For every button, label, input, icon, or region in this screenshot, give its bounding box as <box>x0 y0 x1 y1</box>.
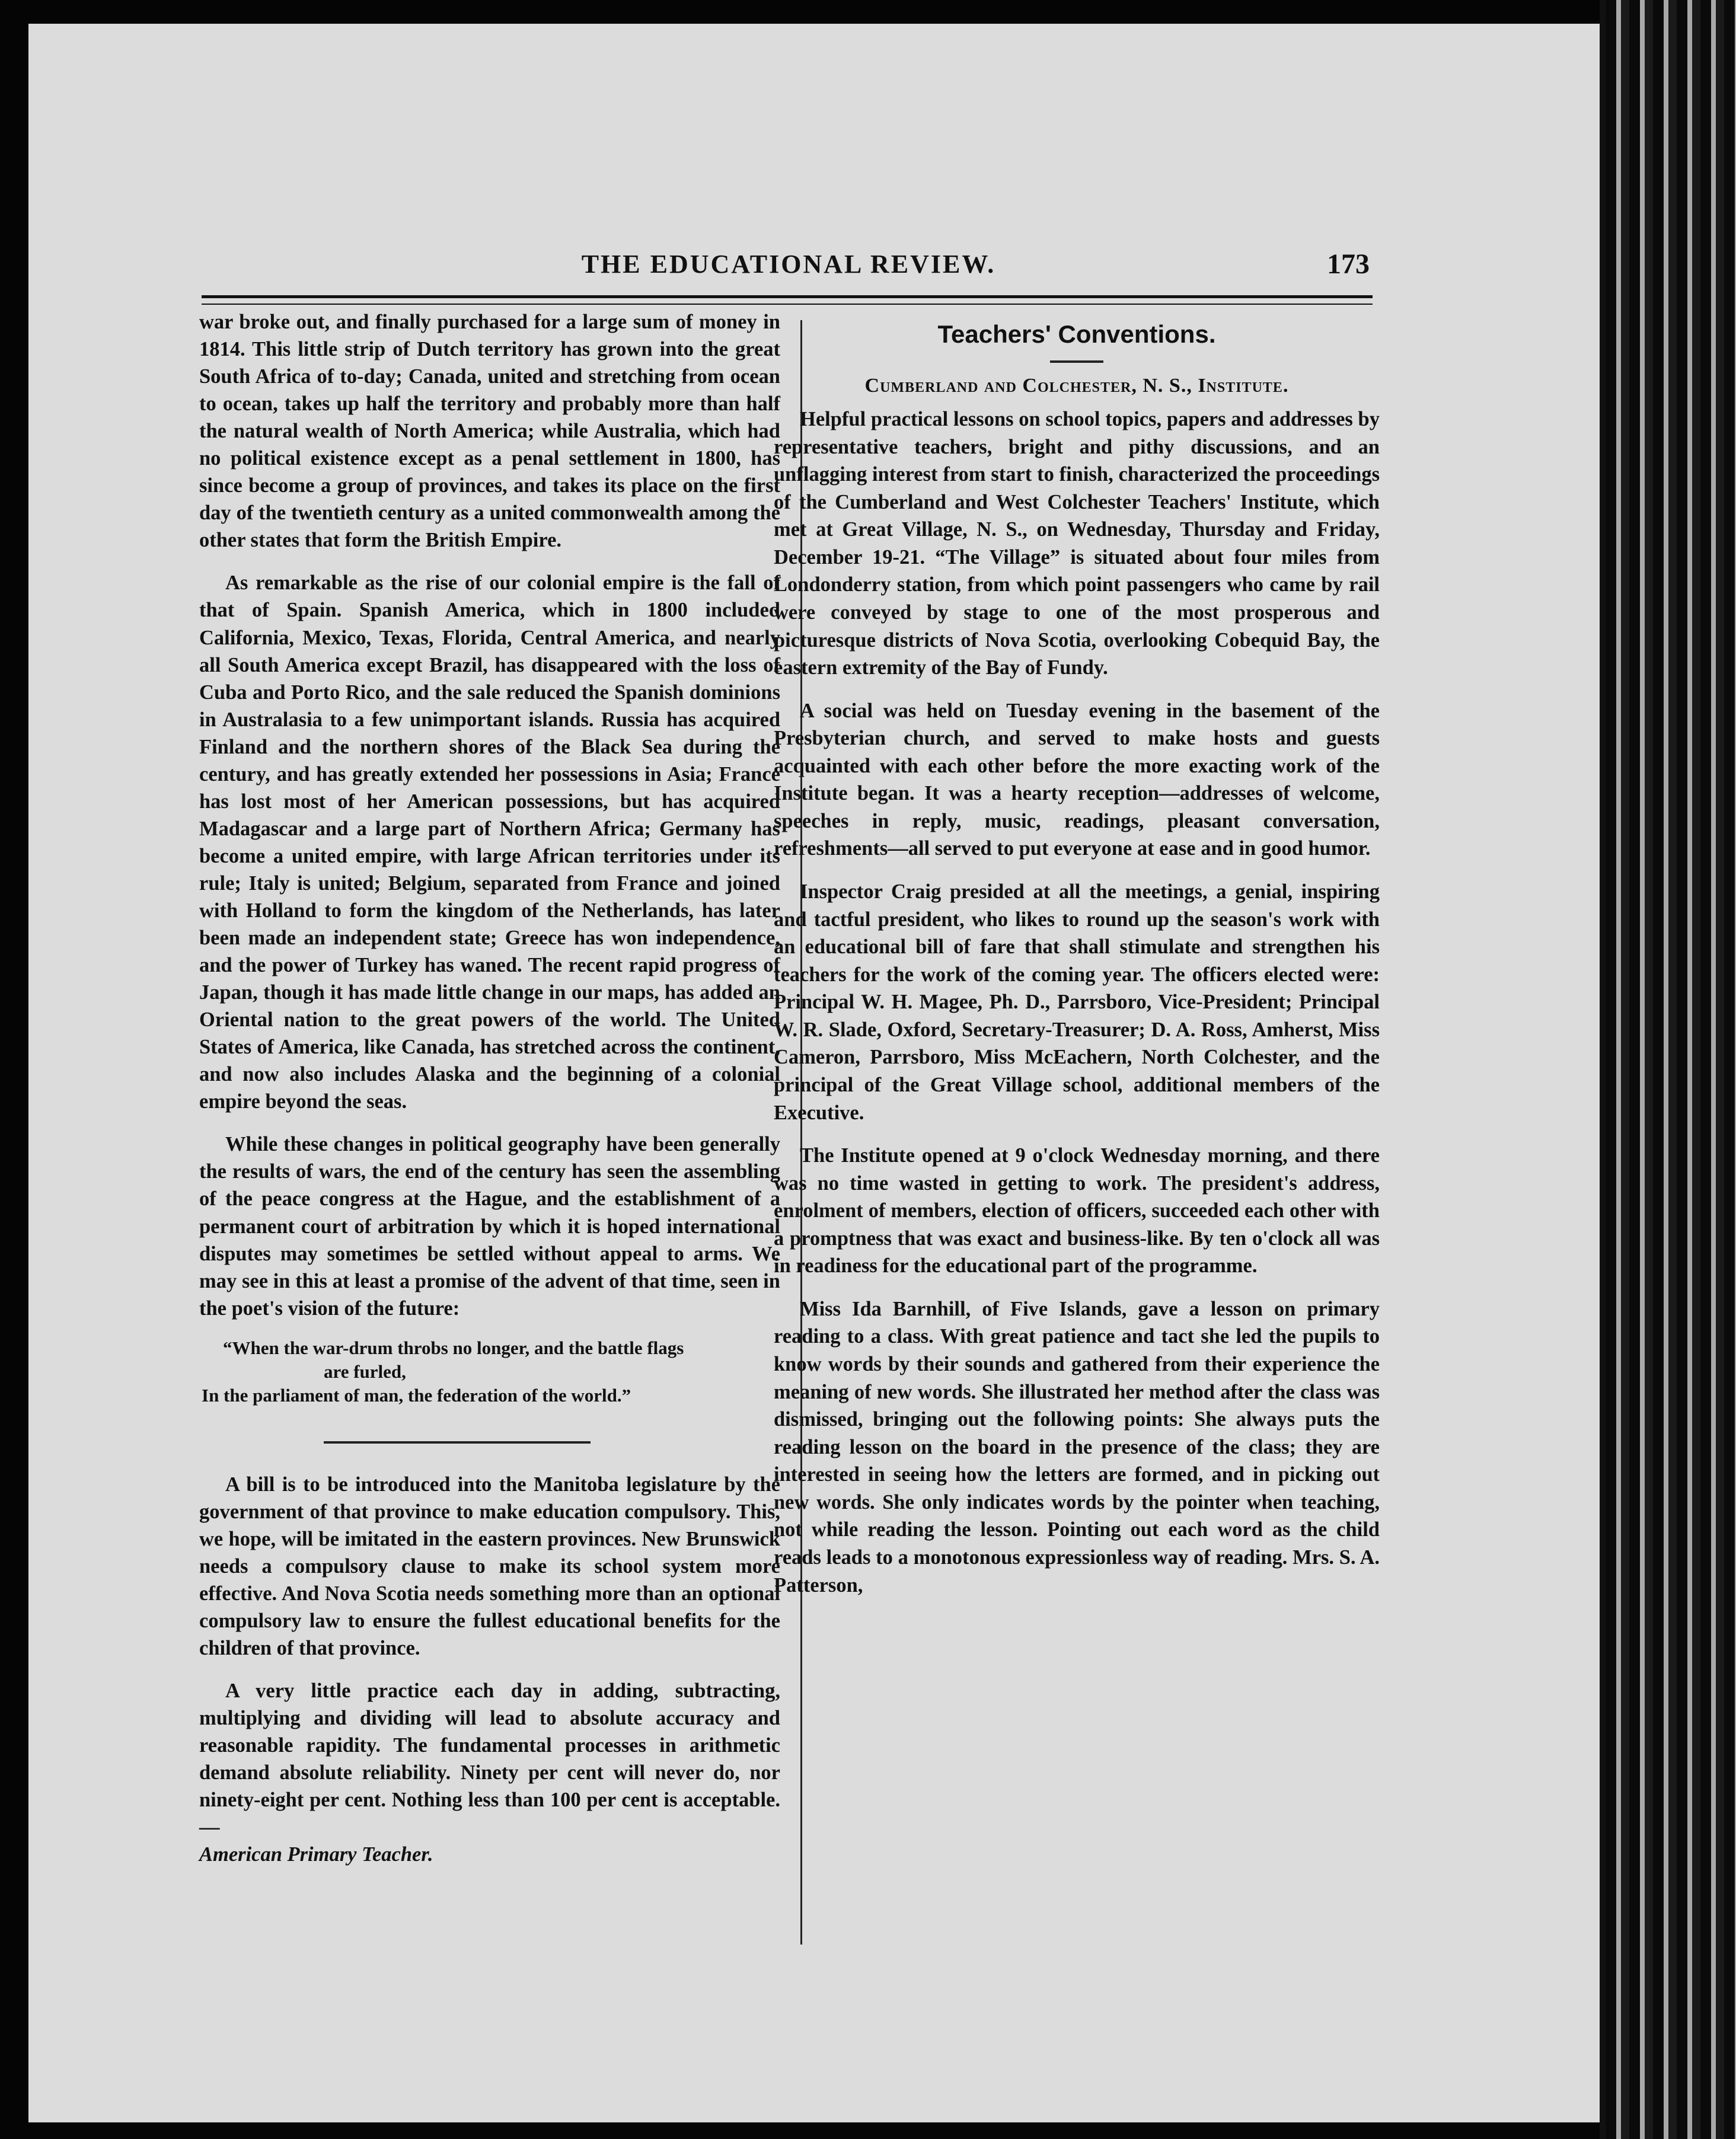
poem-quote <box>199 1336 780 1408</box>
binding-edge <box>1600 0 1606 2139</box>
poem-line: “When the war-drum throbs no longer, and the battle flags <box>223 1337 684 1358</box>
right-column <box>774 308 1380 1599</box>
arithmetic-text: A very little practice each day in adding, subtracting, multiplying and dividing will lead to absolute accuracy and reasonable rapidity. The fundamental processes in arithmetic demand absolute reliability. Ninety per cent will never do, nor ninety-eight per cent. Nothing less than 100 per cent is acceptable.— <box>199 1679 780 1839</box>
section-separator <box>324 1441 591 1444</box>
header-rule-thin <box>202 304 1373 305</box>
paragraph-manitoba: A bill is to be introduced into the Manitoba legislature by the government of that province to make education compulsory. This, we hope, will be imitated in the eastern provinces. New Brunswick needs a compulsory clause to make its school system more effective. And Nova Scotia needs something more than an optional compulsory law to ensure the fullest educational benefits for the children of that province. <box>199 1473 780 1659</box>
page-number: 173 <box>1327 248 1370 280</box>
source-citation: American Primary Teacher. <box>199 1843 433 1866</box>
poem-line: In the parliament of man, the federation of the world.” <box>202 1385 631 1406</box>
paragraph-intro: Helpful practical lessons on school topics, papers and addresses by representative teachers, bright and pithy discussions, and an unflagging interest from start to finish, characterized the proceedings of the Cumberland and West Colchester Teachers' Institute, which met at Great Village, N. S., on Wednesday, Thursday and Friday, December 19-21. “The Village” is situated about four miles from Londonderry station, from which point passengers who came by rail were conveyed by stage to one of the most prosperous and picturesque districts of Nova Scotia, overlooking Cobequid Bay, the eastern extremity of the Bay of Fundy. <box>774 408 1380 679</box>
left-column <box>199 308 780 1868</box>
paragraph-spain: As remarkable as the rise of our colonial empire is the fall of that of Spain. Spanish America, which in 1800 included California, Mexico, Texas, Florida, Central America, and nearly all South America except Brazil, has disappeared with the loss of Cuba and Porto Rico, and the sale reduced the Spanish dominions in Australasia to a few unimportant islands. Russia has acquired Finland and the northern shores of the Black Sea during the century, and has greatly extended her possessions in Asia; France has lost most of her American possessions, but has acquired Madagascar and a large part of Northern Africa; Germany has become a united empire, with large African territories under its rule; Italy is united; Belgium, separated from France and joined with Holland to form the kingdom of the Netherlands, has later been made an independent state; Greece has won independence, and the power of Turkey has waned. The recent rapid progress of Japan, though it has made little change in our maps, has added an Oriental nation to the great powers of the world. The United States of America, like Canada, has stretched across the continent, and now also includes Alaska and the beginning of a colonial empire beyond the seas. <box>199 572 780 1113</box>
subhead <box>774 375 1380 397</box>
title-rule <box>1050 360 1103 363</box>
paragraph-colonies: war broke out, and finally purchased for a large sum of money in 1814. This little strip of Dutch territory has grown into the great South Africa of to-day; Canada, united and stretching from ocean to ocean, takes up half the territory and probably more than half the natural wealth of North America; while Australia, which had no political existence except as a penal settlement in 1800, has since become a group of provinces, and takes its place on the first day of the twentieth century as a united commonwealth among the other states that form the British Empire. <box>199 311 780 552</box>
poem-line: are furled, <box>324 1361 406 1382</box>
paragraph-arithmetic <box>199 1677 780 1868</box>
subhead-text: Cumberland and Colchester, N. S., Institute. <box>864 375 1289 397</box>
header-rule <box>202 295 1373 298</box>
section-title: Teachers' Conventions. <box>937 320 1216 348</box>
paragraph-officers: Inspector Craig presided at all the meetings, a genial, inspiring and tactful president, who likes to round up the season's work with an educational bill of fare that shall stimulate and strengthen his teachers for the work of the coming year. The officers elected were: Principal W. H. Magee, Ph. D., Parrsboro, Vice-President; Principal W. R. Slade, Oxford, Secretary-Treasurer; D. A. Ross, Amherst, Miss Cameron, Parrsboro, Miss McEachern, North Colchester, and the principal of the Great Village school, additional members of the Executive. <box>774 880 1380 1124</box>
page-header <box>208 249 1370 296</box>
paragraph-peace: While these changes in political geography have been generally the results of wars, the end of the century has seen the assembling of the peace congress at the Hague, and the establishment of a permanent court of arbitration by which it is hoped international disputes may sometimes be settled without appeal to arms. We may see in this at least a promise of the advent of that time, seen in the poet's vision of the future: <box>199 1133 780 1320</box>
paragraph-social: A social was held on Tuesday evening in the basement of the Presbyterian church, and served to make hosts and guests acquainted with each other before the more exacting work of the Institute began. It was a hearty reception—addresses of welcome, speeches in reply, music, readings, pleasant conversation, refreshments—all served to put everyone at ease and in good humor. <box>774 699 1380 860</box>
paragraph-opening: The Institute opened at 9 o'clock Wednesday morning, and there was no time wasted in getting to work. The president's address, enrolment of members, election of officers, succeeded each other with a promptness that was exact and business-like. By ten o'clock all was in readiness for the educational part of the programme. <box>774 1144 1380 1278</box>
paragraph-lesson: Miss Ida Barnhill, of Five Islands, gave a lesson on primary reading to a class. With great patience and tact she led the pupils to know words by their sounds and gathered from their experience the meaning of new words. She illustrated her method after the class was dismissed, bringing out the following points: She always puts the reading lesson on the board in the presence of the class; they are interested in seeing how the letters are formed, and in picking out new words. She only indicates words by the pointer when teaching, not while reading the lesson. Pointing out each word as the child reads leads to a monotonous expressionless way of reading. Mrs. S. A. Patterson, <box>774 1297 1380 1597</box>
journal-title: THE EDUCATIONAL REVIEW. <box>581 250 996 279</box>
book-binding <box>1606 0 1736 2139</box>
